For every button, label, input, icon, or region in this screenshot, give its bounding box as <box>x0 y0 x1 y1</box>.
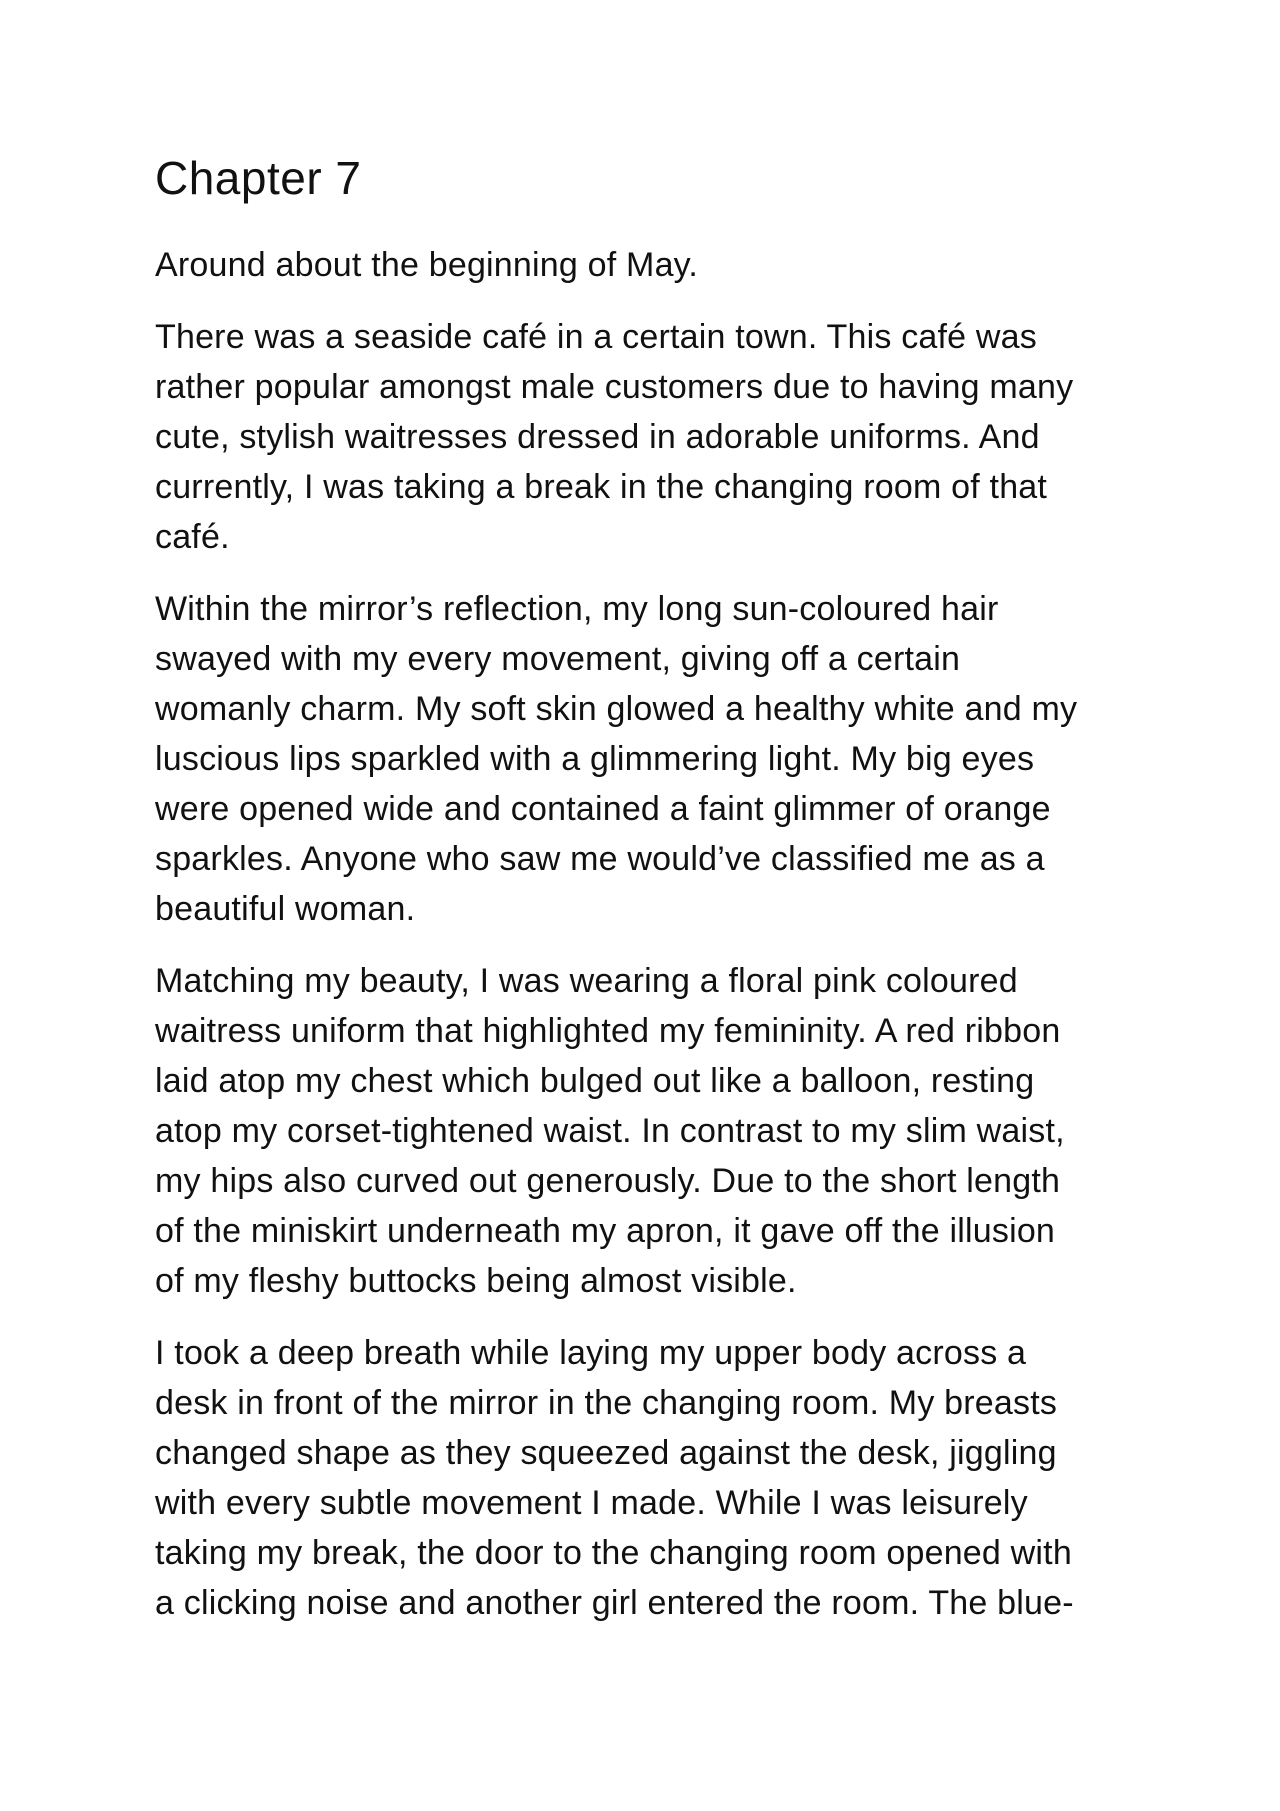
paragraph <box>155 240 1160 290</box>
text-line: taking my break, the door to the changing room opened with <box>155 1534 1072 1572</box>
text-line: my hips also curved out generously. Due to the short length <box>155 1162 1061 1200</box>
paragraph <box>155 312 1160 562</box>
paragraph <box>155 1328 1160 1628</box>
text-line: I took a deep breath while laying my upper body across a <box>155 1334 1027 1372</box>
text-line: currently, I was taking a break in the changing room of that <box>155 468 1048 506</box>
text-line: of my fleshy buttocks being almost visible. <box>155 1262 797 1300</box>
text-line: a clicking noise and another girl entered the room. The blue- <box>155 1584 1074 1622</box>
text-line: desk in front of the mirror in the changing room. My breasts <box>155 1384 1058 1422</box>
text-line: café. <box>155 518 230 556</box>
text-line: There was a seaside café in a certain town. This café was <box>155 318 1037 356</box>
paragraph <box>155 584 1160 934</box>
chapter-heading: Chapter 7 <box>155 152 362 204</box>
text-line: were opened wide and contained a faint glimmer of orange <box>155 790 1051 828</box>
text-line: waitress uniform that highlighted my femininity. A red ribbon <box>155 1012 1061 1050</box>
text-line: Around about the beginning of May. <box>155 246 698 284</box>
chapter-body <box>155 240 1160 1628</box>
text-line: changed shape as they squeezed against the desk, jiggling <box>155 1434 1057 1472</box>
text-line: atop my corset-tightened waist. In contrast to my slim waist, <box>155 1112 1065 1150</box>
text-line: swayed with my every movement, giving off a certain <box>155 640 961 678</box>
text-line: rather popular amongst male customers due to having many <box>155 368 1074 406</box>
paragraph <box>155 956 1160 1306</box>
text-line: with every subtle movement I made. While I was leisurely <box>155 1484 1028 1522</box>
text-line: sparkles. Anyone who saw me would’ve classified me as a <box>155 840 1045 878</box>
text-line: Matching my beauty, I was wearing a floral pink coloured <box>155 962 1018 1000</box>
text-line: cute, stylish waitresses dressed in adorable uniforms. And <box>155 418 1040 456</box>
text-line: of the miniskirt underneath my apron, it gave off the illusion <box>155 1212 1056 1250</box>
text-line: Within the mirror’s reflection, my long sun-coloured hair <box>155 590 999 628</box>
text-line: beautiful woman. <box>155 890 416 928</box>
text-line: luscious lips sparkled with a glimmering light. My big eyes <box>155 740 1035 778</box>
text-line: laid atop my chest which bulged out like a balloon, resting <box>155 1062 1035 1100</box>
text-line: womanly charm. My soft skin glowed a healthy white and my <box>155 690 1078 728</box>
